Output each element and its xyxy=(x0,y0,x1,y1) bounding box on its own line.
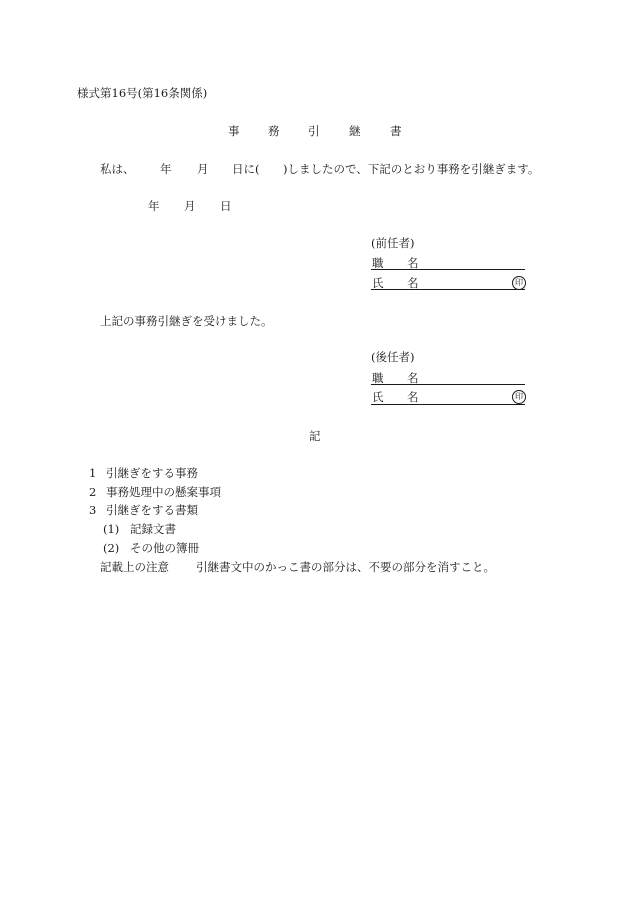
note-text: 引継書文中のかっこ書の部分は、不要の部分を消すこと。 xyxy=(196,560,495,574)
list-item-text: 引継ぎをする書類 xyxy=(106,503,198,517)
title-char: 務 xyxy=(268,124,280,138)
intro-rest: )しましたので、下記のとおり事務を引継ぎます。 xyxy=(283,162,540,176)
intro-nen: 年 xyxy=(160,162,172,176)
title-char: 書 xyxy=(390,124,402,138)
predecessor-mei1: 名 xyxy=(407,256,419,270)
note-label: 記載上の注意 xyxy=(100,560,169,574)
list-item-number: 2 xyxy=(89,485,97,499)
successor-seal-icon: 印 xyxy=(512,390,526,404)
successor-name-line xyxy=(371,404,525,405)
title-char: 引 xyxy=(308,124,320,138)
intro-watashi: 私は、 xyxy=(100,162,135,176)
predecessor-title-line xyxy=(371,269,525,270)
predecessor-heading: (前任者) xyxy=(371,236,415,250)
successor-title-line xyxy=(371,384,525,385)
successor-mei1: 名 xyxy=(407,371,419,385)
predecessor-shi: 氏 xyxy=(372,276,384,290)
date-tsuki: 月 xyxy=(184,199,196,213)
successor-mei2: 名 xyxy=(407,390,419,404)
list-item-text: 引継ぎをする事務 xyxy=(106,466,198,480)
title-char: 継 xyxy=(349,124,361,138)
list-item-text: 事務処理中の懸案事項 xyxy=(106,485,221,499)
received-text: 上記の事務引継ぎを受けました。 xyxy=(100,314,273,328)
predecessor-mei2: 名 xyxy=(407,276,419,290)
title-char: 事 xyxy=(228,124,240,138)
intro-hi-ni: 日に( xyxy=(232,162,260,176)
subitem-text: その他の簿冊 xyxy=(130,541,199,555)
predecessor-seal-icon: 印 xyxy=(512,276,526,290)
successor-shoku: 職 xyxy=(372,371,384,385)
subitem-number: (2) xyxy=(103,541,120,555)
successor-heading: (後任者) xyxy=(371,350,415,364)
date-hi: 日 xyxy=(220,199,232,213)
list-item-number: 1 xyxy=(89,466,97,480)
list-item-number: 3 xyxy=(89,503,97,517)
ki-heading: 記 xyxy=(309,429,321,443)
subitem-number: (1) xyxy=(103,522,120,536)
subitem-text: 記録文書 xyxy=(130,522,176,536)
date-nen: 年 xyxy=(148,199,160,213)
predecessor-shoku: 職 xyxy=(372,256,384,270)
intro-tsuki: 月 xyxy=(197,162,209,176)
form-number: 様式第16号(第16条関係) xyxy=(77,86,208,100)
predecessor-name-line xyxy=(371,289,525,290)
successor-shi: 氏 xyxy=(372,390,384,404)
